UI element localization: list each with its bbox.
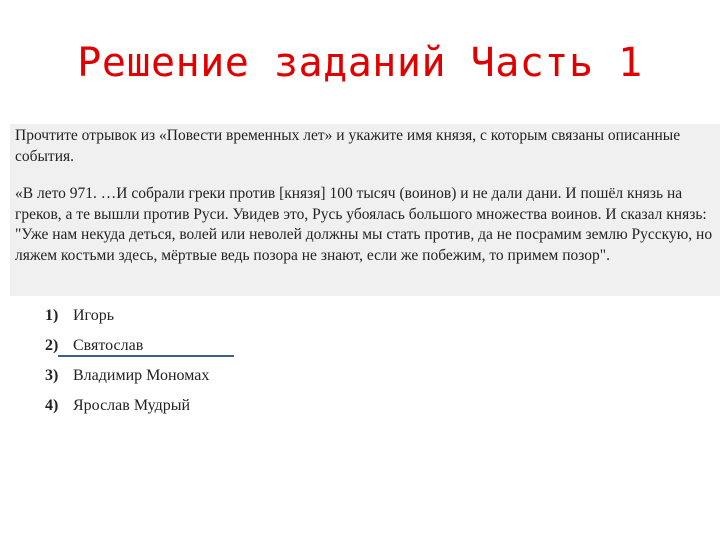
task-question: Прочтите отрывок из «Повести временных лет» и укажите имя князя, с которым связаны описанные события. — [15, 127, 681, 165]
option-text: Владимир Мономах — [73, 367, 210, 384]
option-text: Ярослав Мудрый — [73, 397, 191, 414]
answer-options — [45, 306, 209, 426]
answer-option-4 — [45, 396, 209, 426]
option-text: Святослав — [73, 337, 144, 354]
answer-option-1 — [45, 306, 209, 336]
slide-title: Решение заданий Часть 1 — [77, 40, 643, 86]
answer-option-3 — [45, 366, 209, 396]
option-number: 3) — [45, 367, 59, 384]
option-number: 2) — [45, 337, 59, 354]
option-number: 4) — [45, 397, 59, 414]
answer-option-2 — [45, 336, 209, 366]
option-text: Игорь — [73, 307, 115, 324]
task-text-box — [10, 124, 720, 296]
option-number: 1) — [45, 307, 59, 324]
chronicle-excerpt: «В лето 971. …И собрали греки против [князя] 100 тысяч (воинов) и не дали дани. И пошёл князь на греков, а те вышли против Руси. Увидев это, Русь убоялась большого множества воинов. И сказал князь: "Уже нам некуда деться, волей или неволей должны мы стать против, да не посрамим землю Русскую, но ляжем костьми здесь, мёртвые ведь позора не знают, если же побежим, то примем позор". — [15, 185, 713, 264]
correct-answer-underline — [58, 355, 234, 357]
